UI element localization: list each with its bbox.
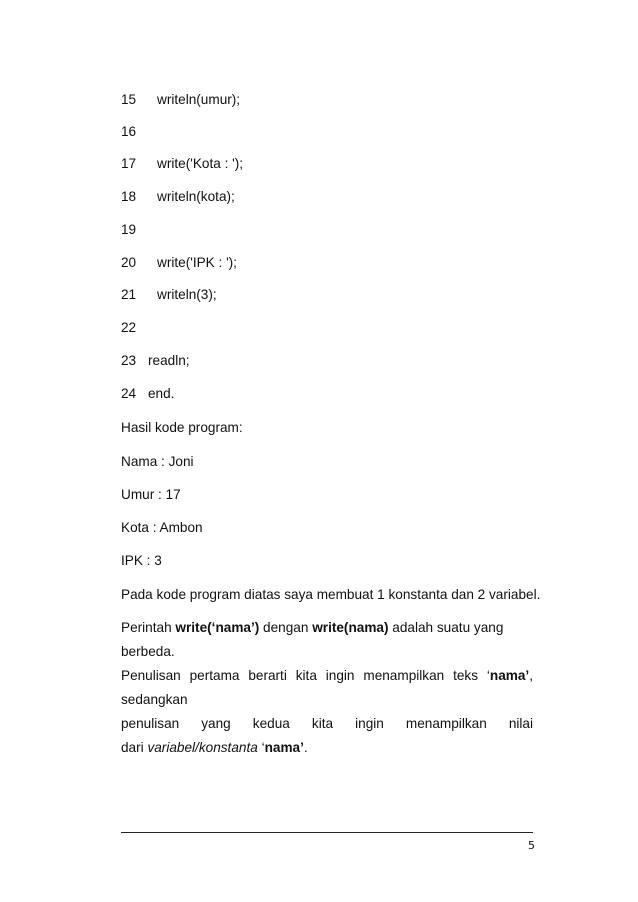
code-line (121, 92, 240, 108)
code-text: writeln(kota); (157, 189, 235, 204)
code-line (121, 189, 235, 205)
output-line: Nama : Joni (121, 454, 194, 469)
footer-divider (121, 832, 533, 833)
summary-text: Pada kode program diatas saya membuat 1 konstanta dan 2 variabel. (121, 587, 541, 602)
page-number: 5 (528, 839, 535, 852)
explanation-line-2 (121, 664, 533, 712)
italic-term: variabel/konstanta (147, 740, 258, 755)
code-emphasis: nama’ (489, 668, 530, 683)
output-line: Kota : Ambon (121, 520, 203, 535)
line-number: 23 (121, 353, 137, 368)
line-number: 19 (121, 222, 137, 237)
code-text: writeln(3); (157, 287, 217, 302)
code-text: readln; (148, 353, 190, 368)
explanation-line-1 (121, 616, 533, 664)
output-line: Umur : 17 (121, 487, 181, 502)
line-number: 17 (121, 156, 137, 171)
code-emphasis: nama’ (264, 740, 304, 755)
line-number: 20 (121, 255, 137, 270)
text-run: adalah suatu yang berbeda. (121, 620, 504, 659)
code-emphasis: write(nama) (312, 620, 389, 635)
line-number: 22 (121, 320, 137, 335)
explanation-line-3: penulisan yang kedua kita ingin menampilkan nilai (121, 716, 533, 731)
text-run: , sedangkan (121, 668, 533, 707)
code-line (121, 353, 190, 369)
code-line (121, 287, 217, 303)
code-emphasis: write(‘nama’) (175, 620, 260, 635)
code-line (121, 386, 174, 402)
text-run: Perintah (121, 620, 176, 635)
line-number: 16 (121, 124, 137, 139)
code-text: writeln(umur); (157, 92, 241, 107)
text-run: ‘ (257, 740, 265, 755)
code-line (121, 320, 151, 336)
code-line (121, 255, 237, 271)
code-line (121, 156, 243, 172)
line-number: 21 (121, 287, 137, 302)
code-line (121, 124, 151, 140)
line-number: 18 (121, 189, 137, 204)
output-line: IPK : 3 (121, 553, 162, 568)
code-text: write('IPK : '); (157, 255, 237, 270)
explanation-line-4 (121, 736, 533, 760)
text-run: . (303, 740, 308, 755)
text-run: Penulisan pertama berarti kita ingin menampilkan teks ‘ (121, 668, 490, 683)
line-number: 15 (121, 92, 137, 107)
code-text: write('Kota : '); (157, 156, 244, 171)
code-text: end. (148, 386, 175, 401)
output-heading: Hasil kode program: (121, 420, 243, 435)
text-run: dengan (259, 620, 313, 635)
line-number: 24 (121, 386, 137, 401)
code-line (121, 222, 151, 238)
explanation-paragraph (121, 616, 533, 760)
text-run: dari (121, 740, 148, 755)
